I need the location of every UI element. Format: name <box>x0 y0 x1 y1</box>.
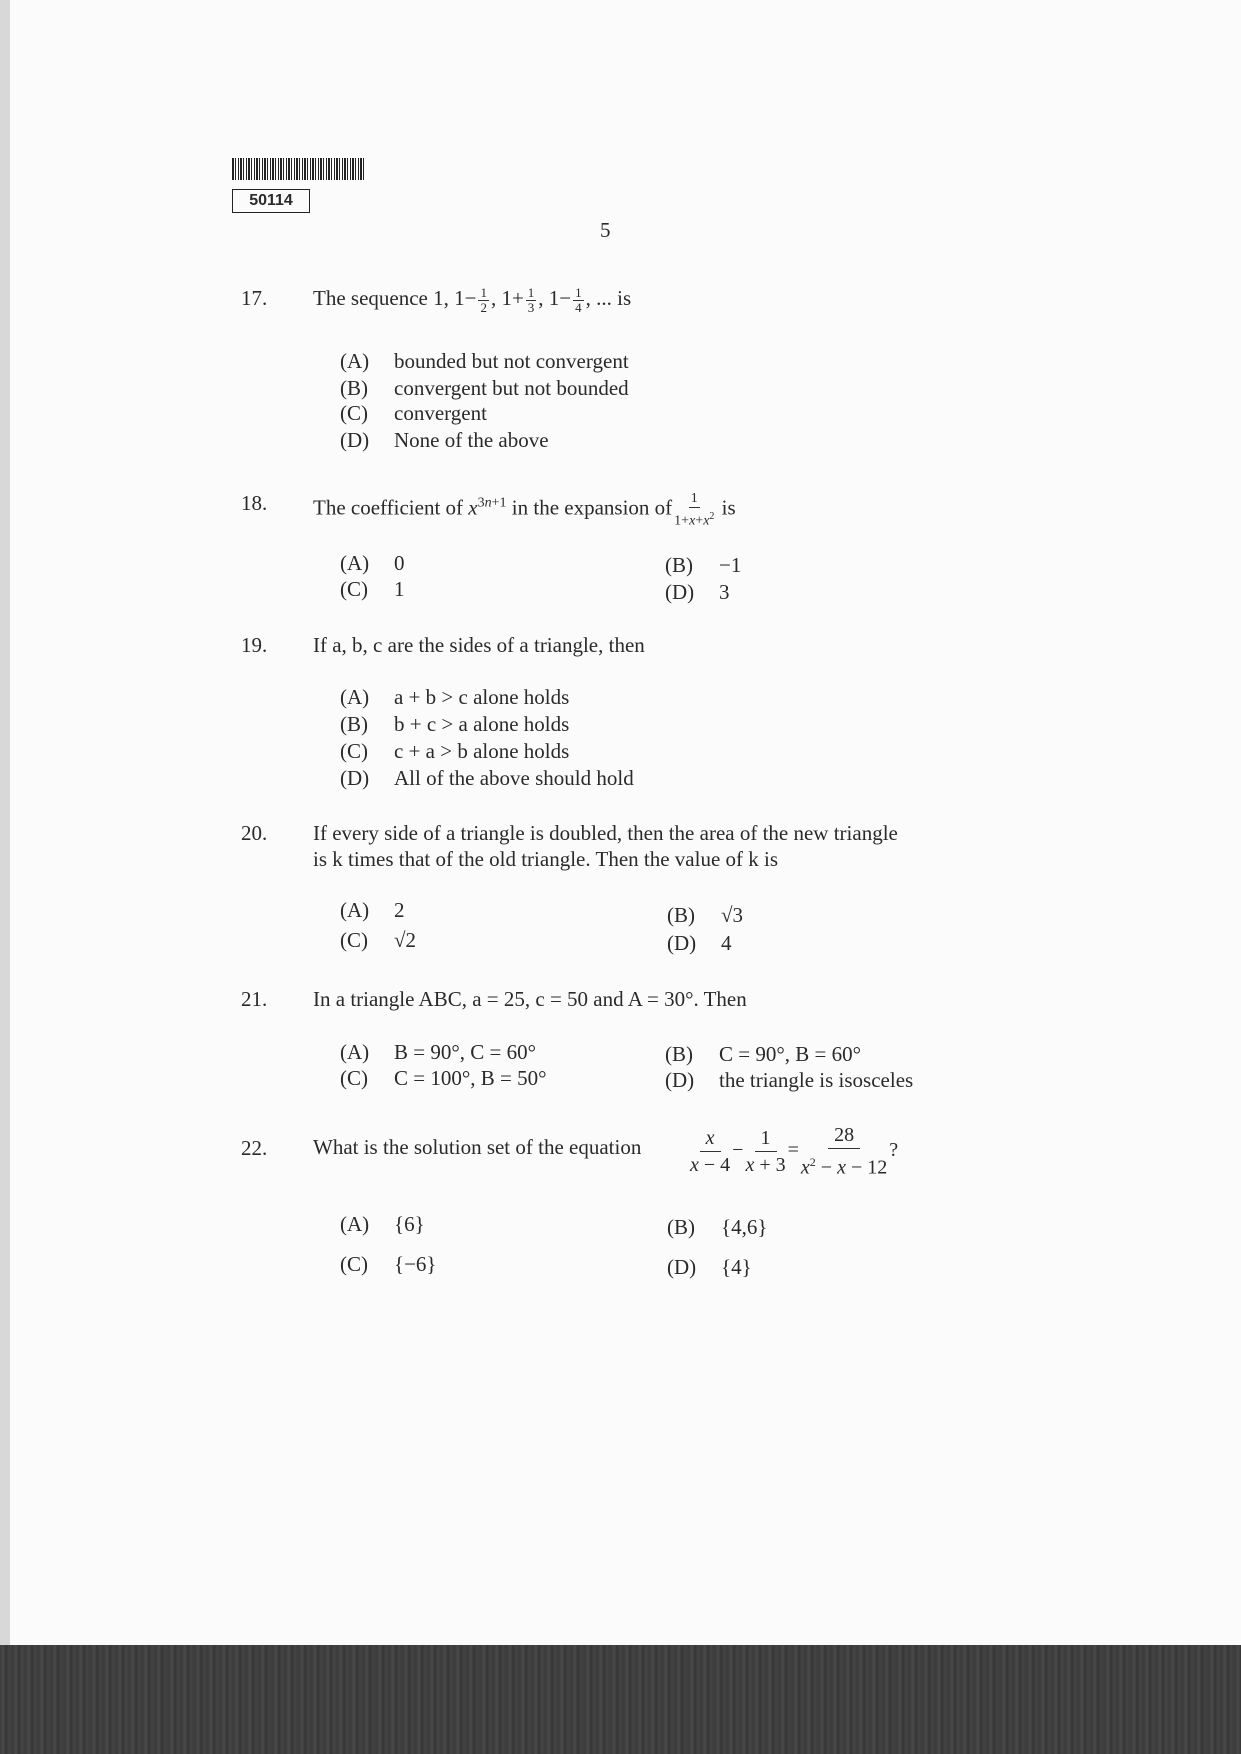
question-stem: In a triangle ABC, a = 25, c = 50 and A = 30°. Then <box>313 987 747 1011</box>
question-number: 21. <box>241 987 268 1011</box>
option-18d: (D) 3 <box>665 580 730 604</box>
option-21c: (C) C = 100°, B = 50° <box>340 1066 547 1090</box>
option-22d: (D) {4} <box>667 1255 752 1279</box>
question-stem: If a, b, c are the sides of a triangle, then <box>313 633 645 657</box>
question-number: 17. <box>241 286 268 310</box>
question-number: 22. <box>241 1136 268 1160</box>
barcode <box>232 158 364 180</box>
fraction: $\frac{1}{2}$ <box>480 284 487 315</box>
question-stem: The coefficient of $x^{3n+1}$ in the expansion of $\frac{1}{1+x+x^2}$ is <box>313 491 736 529</box>
option-21a: (A) B = 90°, C = 60° <box>340 1040 536 1064</box>
option-18a: (A) 0 <box>340 551 405 575</box>
option-21b: (B) C = 90°, B = 60° <box>665 1042 861 1066</box>
fraction: $\frac{1}{1+x+x^2}$ <box>674 491 715 529</box>
option-22b: (B) {4,6} <box>667 1215 768 1239</box>
equation: $\frac{x}{x - 4}$ − $\frac{1}{x + 3}$ = $\frac{28}{x^2 - x - 12}$ ? <box>690 1124 899 1179</box>
option-18c: (C) 1 <box>340 577 405 601</box>
option-17c: (C) convergent <box>340 401 487 425</box>
option-17b: (B) convergent but not bounded <box>340 376 629 400</box>
question-stem: The sequence 1, 1− $\frac{1}{2}$ , 1+ $\frac{1}{3}$ , 1− $\frac{1}{4}$ , ... is <box>313 284 632 315</box>
option-20a: (A) 2 <box>340 898 405 922</box>
fraction: $\frac{x}{x - 4}$ <box>690 1126 731 1176</box>
fraction: $\frac{1}{4}$ <box>575 284 582 315</box>
question-number: 19. <box>241 633 268 657</box>
option-21d: (D) the triangle is isosceles <box>665 1068 914 1092</box>
option-20d: (D) 4 <box>667 931 732 955</box>
fraction: $\frac{1}{x + 3}$ <box>745 1126 786 1176</box>
fraction: $\frac{28}{x^2 - x - 12}$ <box>800 1124 888 1179</box>
fraction: $\frac{1}{3}$ <box>527 284 535 315</box>
page-number: 5 <box>600 218 611 242</box>
option-19b: (B) b + c > a alone holds <box>340 712 570 736</box>
option-19d: (D) All of the above should hold <box>340 766 634 790</box>
question-number: 20. <box>241 821 268 845</box>
scanner-background <box>0 1645 1241 1754</box>
option-20c: (C) √2 <box>340 928 417 952</box>
option-19c: (C) c + a > b alone holds <box>340 739 570 763</box>
option-19a: (A) a + b > c alone holds <box>340 685 570 709</box>
option-22a: (A) {6} <box>340 1212 425 1236</box>
option-17a: (A) bounded but not convergent <box>340 349 629 373</box>
paper-code: 50114 <box>232 189 310 213</box>
question-stem: What is the solution set of the equation <box>313 1135 642 1159</box>
option-22c: (C) {−6} <box>340 1252 437 1276</box>
question-stem: If every side of a triangle is doubled, then the area of the new triangle is k times that of the old triangle. Then the value of k is <box>313 821 898 871</box>
option-20b: (B) √3 <box>667 903 744 927</box>
option-18b: (B) −1 <box>665 553 742 577</box>
question-number: 18. <box>241 491 268 515</box>
option-17d: (D) None of the above <box>340 428 549 452</box>
